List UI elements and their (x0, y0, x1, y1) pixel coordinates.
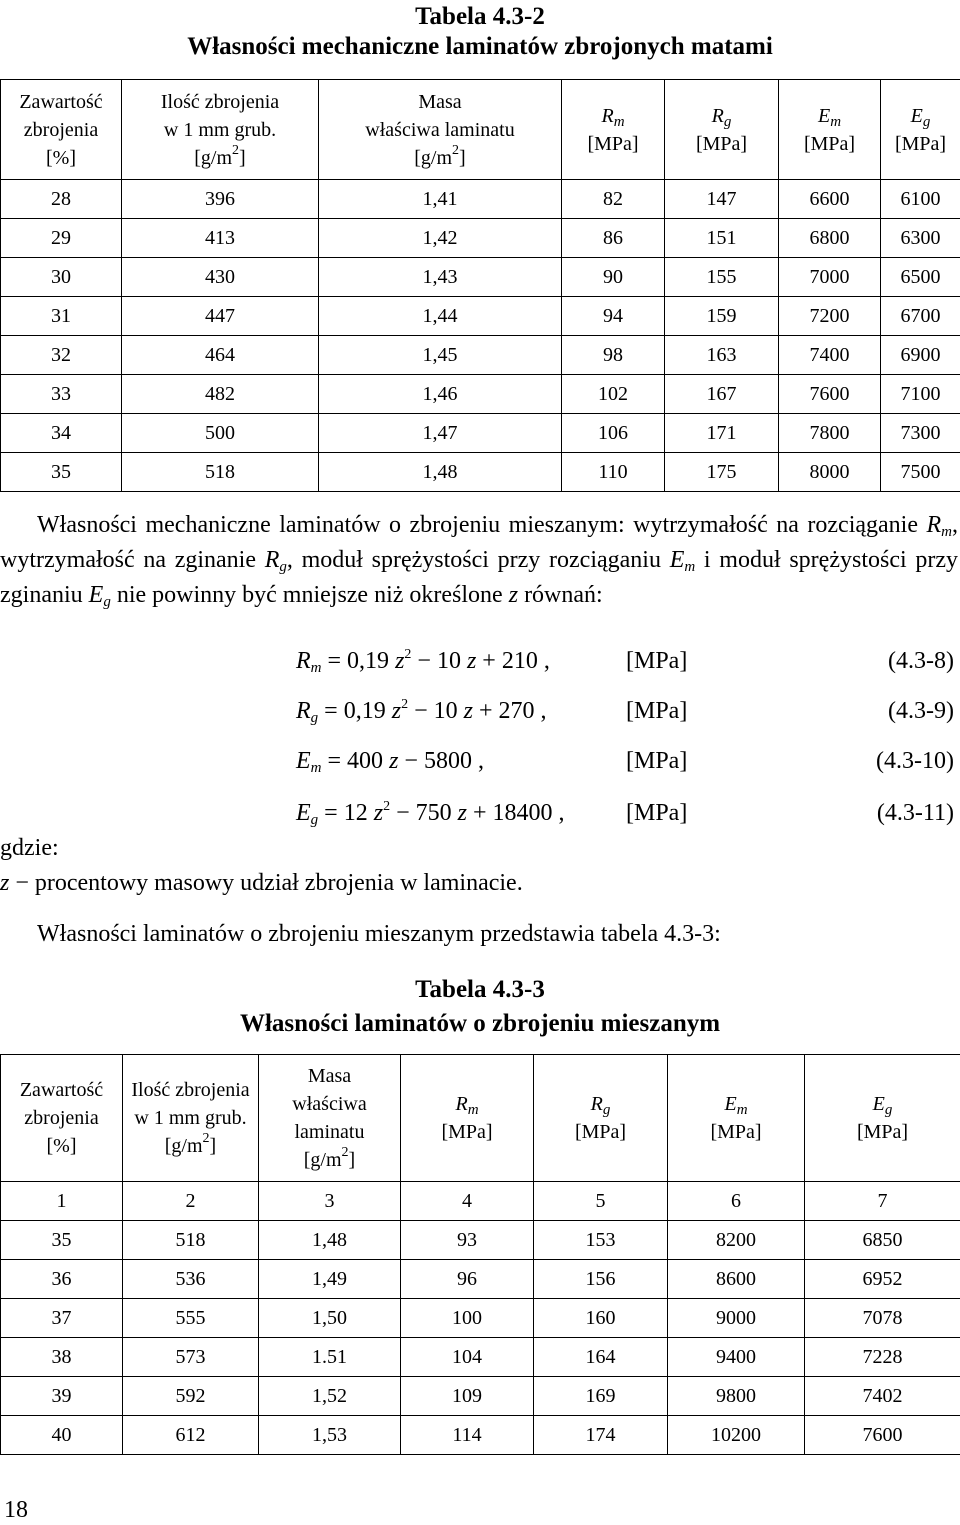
table2-title: Tabela 4.3-3 (0, 975, 960, 1005)
table-cell: 1,48 (259, 1221, 401, 1260)
table-cell: 1,42 (319, 219, 562, 258)
table-cell: 1,47 (319, 414, 562, 453)
table-cell: 1,50 (259, 1299, 401, 1338)
table1-body (1, 180, 960, 492)
table-cell: 1,53 (259, 1416, 401, 1455)
table1-header-eg: $E_g$ [MPa] (881, 80, 960, 180)
table1-header-density: Masa właściwa laminatu $[g/m^2]$ (319, 80, 562, 180)
table-cell: 151 (665, 219, 779, 258)
table2-body (1, 1182, 960, 1455)
table2-header-amount: Ilość zbrojenia w 1 mm grub. $[g/m^2]$ (123, 1055, 259, 1182)
table-cell: 109 (401, 1377, 534, 1416)
table2-header-density: Masa właściwa laminatu $[g/m^2]$ (259, 1055, 401, 1182)
table-cell: 500 (122, 414, 319, 453)
table-cell: 8200 (668, 1221, 805, 1260)
table-cell: 6300 (881, 219, 960, 258)
table-cell: 5 (534, 1182, 668, 1221)
table-cell: 33 (1, 375, 122, 414)
table-cell: 518 (123, 1221, 259, 1260)
table-cell: 8000 (779, 453, 881, 492)
body-paragraph (0, 508, 958, 613)
table-cell: 93 (401, 1221, 534, 1260)
table-row (1, 180, 960, 219)
table-cell: 37 (1, 1299, 123, 1338)
table-cell: 36 (1, 1260, 123, 1299)
table-row (1, 1416, 960, 1455)
table-cell: 6100 (881, 180, 960, 219)
table-cell: 6 (668, 1182, 805, 1221)
table-cell: 7600 (805, 1416, 960, 1455)
table-cell: 1,45 (319, 336, 562, 375)
table-cell: 7 (805, 1182, 960, 1221)
table1-header-amount: Ilość zbrojenia w 1 mm grub. $[g/m^2]$ (122, 80, 319, 180)
table-cell: 102 (562, 375, 665, 414)
table-cell: 7000 (779, 258, 881, 297)
table-cell: 106 (562, 414, 665, 453)
table-cell: 413 (122, 219, 319, 258)
equation-rm-number: (4.3-8) (888, 646, 954, 676)
table-cell: 7800 (779, 414, 881, 453)
table-cell: 592 (123, 1377, 259, 1416)
table-cell: 1,46 (319, 375, 562, 414)
table-cell: 6850 (805, 1221, 960, 1260)
table-cell: 7228 (805, 1338, 960, 1377)
table-cell: 1,52 (259, 1377, 401, 1416)
table-row (1, 1221, 960, 1260)
table-cell: 1,44 (319, 297, 562, 336)
table-cell: 114 (401, 1416, 534, 1455)
table-cell: 104 (401, 1338, 534, 1377)
table-cell: 174 (534, 1416, 668, 1455)
table-cell: 32 (1, 336, 122, 375)
table-cell: 175 (665, 453, 779, 492)
table-cell: 94 (562, 297, 665, 336)
table-cell: 7100 (881, 375, 960, 414)
table-cell: 110 (562, 453, 665, 492)
table-row (1, 336, 960, 375)
table-cell: 171 (665, 414, 779, 453)
table2-header-em: $E_m$ [MPa] (668, 1055, 805, 1182)
equation-em-number: (4.3-10) (876, 746, 954, 776)
table-cell: 82 (562, 180, 665, 219)
table-cell: 34 (1, 414, 122, 453)
table-cell: 4 (401, 1182, 534, 1221)
table-cell: 86 (562, 219, 665, 258)
table-cell: 1.51 (259, 1338, 401, 1377)
table-cell: 7300 (881, 414, 960, 453)
table-cell: 9400 (668, 1338, 805, 1377)
equation-rm: $R_m = 0,19$ $z^2 - 10$ z + 210 , (296, 646, 550, 676)
table-cell: 573 (123, 1338, 259, 1377)
table-cell: 100 (401, 1299, 534, 1338)
paragraph-text: Własności mechaniczne laminatów o zbrojeniu mieszanym: wytrzymałość na rozciąganie $R_m$, wytrzymałość na zginanie $R_g$, moduł sprężystości przy rozciąganiu $E_m$ i moduł sprężystości przy zginaniu $E_g$ nie powinny być mniejsze niż określone z równań: (0, 508, 958, 613)
table-cell: 6800 (779, 219, 881, 258)
table-cell: 536 (123, 1260, 259, 1299)
table-cell: 396 (122, 180, 319, 219)
table-cell: 31 (1, 297, 122, 336)
equation-eg: $E_g = 12$ $z^2 - 750$ z + 18400 , (296, 798, 565, 828)
table-cell: 169 (534, 1377, 668, 1416)
table-row (1, 258, 960, 297)
table-cell: 6952 (805, 1260, 960, 1299)
table-cell: 7400 (779, 336, 881, 375)
table-cell: 1 (1, 1182, 123, 1221)
table1-header-rm: $R_m$ [MPa] (562, 80, 665, 180)
equation-eg-number: (4.3-11) (877, 798, 954, 828)
table-row (1, 375, 960, 414)
table2-header-eg: $E_g$ [MPa] (805, 1055, 960, 1182)
table-cell: 6700 (881, 297, 960, 336)
table-row (1, 297, 960, 336)
equation-rg-unit: [MPa] (626, 696, 687, 726)
table-cell: 160 (534, 1299, 668, 1338)
table-cell: 482 (122, 375, 319, 414)
table2-header-rm: $R_m$ [MPa] (401, 1055, 534, 1182)
table-cell: 1,48 (319, 453, 562, 492)
table-cell: 1,41 (319, 180, 562, 219)
table-cell: 29 (1, 219, 122, 258)
table-cell: 464 (122, 336, 319, 375)
table-row (1, 1260, 960, 1299)
table-cell: 447 (122, 297, 319, 336)
table2-header-rg: $R_g$ [MPa] (534, 1055, 668, 1182)
table-cell: 155 (665, 258, 779, 297)
table2 (0, 1054, 960, 1455)
table-cell: 6900 (881, 336, 960, 375)
column-number-row (1, 1182, 960, 1221)
table2-subtitle: Własności laminatów o zbrojeniu mieszanym (0, 1009, 960, 1039)
table-cell: 1,49 (259, 1260, 401, 1299)
table-row (1, 1299, 960, 1338)
where-label: gdzie: (0, 833, 59, 863)
table-cell: 555 (123, 1299, 259, 1338)
table-cell: 612 (123, 1416, 259, 1455)
table2-header-row (1, 1055, 960, 1182)
table-cell: 9000 (668, 1299, 805, 1338)
table-cell: 7600 (779, 375, 881, 414)
table-cell: 98 (562, 336, 665, 375)
table-cell: 7078 (805, 1299, 960, 1338)
table-cell: 8600 (668, 1260, 805, 1299)
equation-em: $E_m = 400$ z − 5800 , (296, 746, 484, 776)
table-cell: 10200 (668, 1416, 805, 1455)
table-row (1, 1377, 960, 1416)
table-cell: 28 (1, 180, 122, 219)
table-cell: 6500 (881, 258, 960, 297)
equation-rg: $R_g = 0,19$ $z^2 - 10$ z + 270 , (296, 696, 547, 726)
table-cell: 159 (665, 297, 779, 336)
table2-header-content: Zawartość zbrojenia [%] (1, 1055, 123, 1182)
table-cell: 430 (122, 258, 319, 297)
table-cell: 90 (562, 258, 665, 297)
table1-header-rg: $R_g$ [MPa] (665, 80, 779, 180)
table-cell: 30 (1, 258, 122, 297)
equation-em-unit: [MPa] (626, 746, 687, 776)
table-cell: 163 (665, 336, 779, 375)
where-definition: z − procentowy masowy udział zbrojenia w laminacie. (0, 868, 523, 898)
table1-header-row (1, 80, 960, 180)
table1 (0, 79, 960, 492)
table-cell: 7200 (779, 297, 881, 336)
table-cell: 3 (259, 1182, 401, 1221)
table-cell: 164 (534, 1338, 668, 1377)
table1-header-em: $E_m$ [MPa] (779, 80, 881, 180)
table-cell: 7500 (881, 453, 960, 492)
table1-header-content: Zawartość zbrojenia [%] (1, 80, 122, 180)
table-row (1, 414, 960, 453)
equation-eg-unit: [MPa] (626, 798, 687, 828)
table-cell: 35 (1, 1221, 123, 1260)
equation-rg-number: (4.3-9) (888, 696, 954, 726)
table-row (1, 1338, 960, 1377)
table2-intro: Własności laminatów o zbrojeniu mieszanym przedstawia tabela 4.3-3: (37, 919, 721, 949)
table-row (1, 453, 960, 492)
table-cell: 147 (665, 180, 779, 219)
page-number: 18 (4, 1495, 28, 1525)
table-cell: 40 (1, 1416, 123, 1455)
table-cell: 96 (401, 1260, 534, 1299)
table-cell: 7402 (805, 1377, 960, 1416)
table-cell: 1,43 (319, 258, 562, 297)
table-cell: 9800 (668, 1377, 805, 1416)
table-cell: 156 (534, 1260, 668, 1299)
table-cell: 518 (122, 453, 319, 492)
table-cell: 2 (123, 1182, 259, 1221)
table-cell: 167 (665, 375, 779, 414)
table-cell: 35 (1, 453, 122, 492)
equation-rm-unit: [MPa] (626, 646, 687, 676)
table1-subtitle: Własności mechaniczne laminatów zbrojonych matami (0, 32, 960, 62)
table-row (1, 219, 960, 258)
table1-title: Tabela 4.3-2 (0, 2, 960, 32)
table-cell: 153 (534, 1221, 668, 1260)
table-cell: 38 (1, 1338, 123, 1377)
table-cell: 6600 (779, 180, 881, 219)
table-cell: 39 (1, 1377, 123, 1416)
